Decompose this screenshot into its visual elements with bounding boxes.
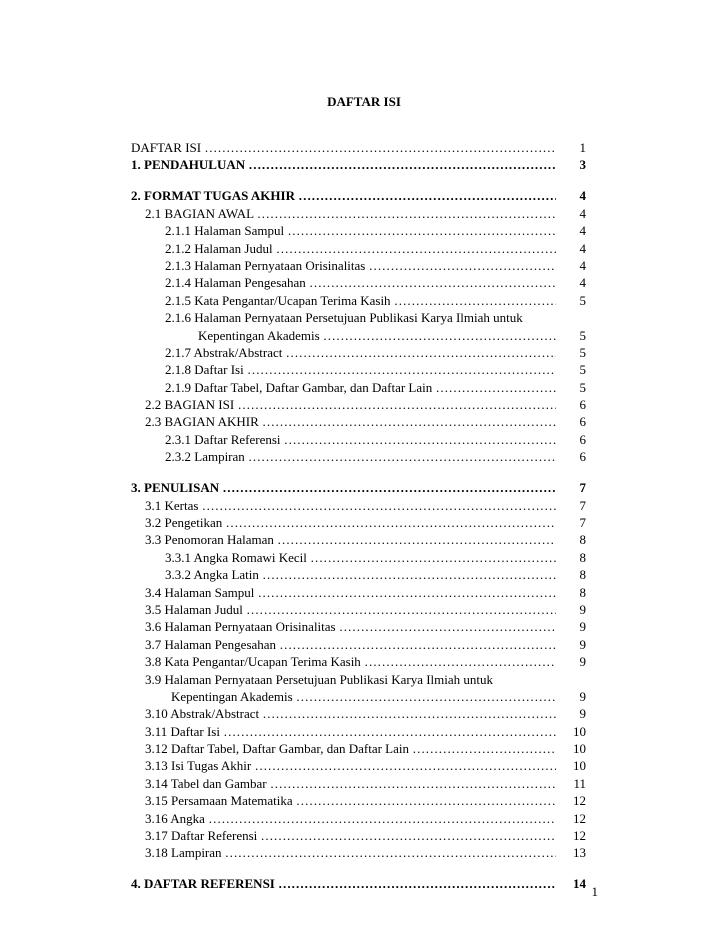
toc-entry xyxy=(131,740,586,757)
toc-entry-label: 3.11 Daftar Isi ………………………………………………………………………………………………………………………………………………………… xyxy=(131,723,556,740)
toc-entry-label: 2.1 BAGIAN AWAL ………………………………………………………………………………………………………………………………………………………… xyxy=(131,205,556,222)
toc-entry xyxy=(131,810,586,827)
toc-entry xyxy=(131,327,586,344)
toc-entry xyxy=(131,531,586,548)
toc-entry-label: 3.14 Tabel dan Gambar ………………………………………………………………………………………………………………………………………………………… xyxy=(131,775,556,792)
toc-entry-page: 5 xyxy=(579,379,586,395)
toc-entry-label: 4. DAFTAR REFERENSI ………………………………………………………………………………………………………………………………………………………… xyxy=(131,875,556,892)
toc-entry xyxy=(131,514,586,531)
toc-entry-label: Kepentingan Akademis ………………………………………………………………………………………………………………………………………………………… xyxy=(131,327,556,344)
toc-entry-page: 9 xyxy=(579,601,586,617)
toc-entry-label: 2.1.6 Halaman Pernyataan Persetujuan Publikasi Karya Ilmiah untuk xyxy=(165,310,523,326)
toc-entry xyxy=(131,584,586,601)
toc-entry-page: 4 xyxy=(579,223,586,239)
toc-entry-label: 2.3 BAGIAN AKHIR ………………………………………………………………………………………………………………………………………………………… xyxy=(131,413,556,430)
toc-entry-page: 12 xyxy=(573,810,586,826)
toc-entry-label: 2.3.2 Lampiran ………………………………………………………………………………………………………………………………………………………… xyxy=(131,448,556,465)
toc-entry-page: 12 xyxy=(573,828,586,844)
toc-entry xyxy=(131,757,586,774)
toc-entry-label: 2.1.9 Daftar Tabel, Daftar Gambar, dan Daftar Lain ………………………………………………………………………………………………………………………………………………………… xyxy=(131,379,556,396)
toc-entry-page: 6 xyxy=(579,431,586,447)
toc-entry-label: 2.2 BAGIAN ISI ………………………………………………………………………………………………………………………………………………………… xyxy=(131,396,556,413)
toc-entry xyxy=(131,723,586,740)
toc-entry-page: 7 xyxy=(579,515,586,530)
toc-entry xyxy=(131,549,586,566)
toc-entry-label: 1. PENDAHULUAN ………………………………………………………………………………………………………………………………………………………… xyxy=(131,156,556,173)
toc-entry xyxy=(131,431,586,448)
toc-entry-label: Kepentingan Akademis ………………………………………………………………………………………………………………………………………………………… xyxy=(131,688,556,705)
toc-entry-page: 12 xyxy=(573,793,586,809)
toc-entry xyxy=(131,274,586,291)
toc-entry xyxy=(131,705,586,722)
toc-entry-page: 4 xyxy=(579,257,586,273)
toc-entry-page: 6 xyxy=(579,449,586,465)
toc-entry xyxy=(131,344,586,361)
toc-entry xyxy=(131,222,586,239)
toc-entry-page: 4 xyxy=(579,188,586,204)
toc-entry-label: 3.5 Halaman Judul ………………………………………………………………………………………………………………………………………………………… xyxy=(131,601,556,618)
toc-entry xyxy=(131,257,586,274)
toc-entry-page: 4 xyxy=(579,205,586,221)
toc-entry xyxy=(131,792,586,809)
toc-entry-page: 7 xyxy=(579,497,586,513)
toc-entry-page: 4 xyxy=(579,240,586,256)
toc-entry xyxy=(131,566,586,583)
toc-entry-label: 3.3.2 Angka Latin ………………………………………………………………………………………………………………………………………………………… xyxy=(131,566,556,583)
toc-entry xyxy=(131,156,586,173)
toc-entry xyxy=(131,636,586,653)
toc-entry xyxy=(131,688,586,705)
toc-entry-label: 2.1.7 Abstrak/Abstract ………………………………………………………………………………………………………………………………………………………… xyxy=(131,344,556,361)
toc-entry xyxy=(131,618,586,635)
toc-entry-label: 3.18 Lampiran ………………………………………………………………………………………………………………………………………………………… xyxy=(131,844,556,861)
toc-entry-page: 9 xyxy=(579,706,586,722)
toc-entry-label: 3.3.1 Angka Romawi Kecil ………………………………………………………………………………………………………………………………………………………… xyxy=(131,549,556,566)
toc-entry-page: 9 xyxy=(579,688,586,704)
toc-entry-page: 9 xyxy=(579,619,586,635)
toc-entry-page: 9 xyxy=(579,654,586,670)
section-gap xyxy=(131,174,586,188)
toc-entry-page: 8 xyxy=(579,567,586,583)
toc-entry-page: 11 xyxy=(573,775,586,791)
toc-entry-label: 2.1.8 Daftar Isi ………………………………………………………………………………………………………………………………………………………… xyxy=(131,361,556,378)
toc-entry xyxy=(131,309,586,326)
toc-entry xyxy=(131,601,586,618)
toc-entry-label: 3.16 Angka ………………………………………………………………………………………………………………………………………………………… xyxy=(131,810,556,827)
toc-entry-label: 3.6 Halaman Pernyataan Orisinalitas ………………………………………………………………………………………………………………………………………………………… xyxy=(131,618,556,635)
toc-entry-page: 9 xyxy=(579,636,586,652)
toc-entry-label: 3.2 Pengetikan ………………………………………………………………………………………………………………………………………………………… xyxy=(131,514,556,531)
toc-entry-label: 3.7 Halaman Pengesahan ………………………………………………………………………………………………………………………………………………………… xyxy=(131,636,556,653)
toc-entry-page: 3 xyxy=(579,157,586,173)
page-title: DAFTAR ISI xyxy=(327,94,401,109)
page-number: 1 xyxy=(591,884,598,899)
toc-entry-label: 3.1 Kertas ………………………………………………………………………………………………………………………………………………………… xyxy=(131,497,556,514)
toc-entry xyxy=(131,671,586,688)
toc-entry-label: 3.15 Persamaan Matematika ………………………………………………………………………………………………………………………………………………………… xyxy=(131,792,556,809)
toc-entry-page: 6 xyxy=(579,397,586,413)
toc-entry xyxy=(131,240,586,257)
toc-entry-page: 5 xyxy=(579,362,586,378)
toc-entry-label: 3.17 Daftar Referensi ………………………………………………………………………………………………………………………………………………………… xyxy=(131,827,556,844)
table-of-contents xyxy=(131,139,586,893)
toc-entry xyxy=(131,827,586,844)
toc-entry-page: 4 xyxy=(579,275,586,291)
toc-entry xyxy=(131,479,586,496)
toc-entry-page: 5 xyxy=(579,292,586,308)
toc-entry xyxy=(131,448,586,465)
toc-entry xyxy=(131,653,586,670)
toc-entry xyxy=(131,497,586,514)
toc-entry-page: 13 xyxy=(573,845,586,861)
toc-entry-label: DAFTAR ISI ………………………………………………………………………………………………………………………………………………………… xyxy=(131,139,556,156)
toc-entry xyxy=(131,187,586,204)
toc-entry-page: 8 xyxy=(579,584,586,600)
toc-entry-page: 8 xyxy=(579,549,586,565)
toc-entry-label: 3.8 Kata Pengantar/Ucapan Terima Kasih ………………………………………………………………………………………………………………………………………………………… xyxy=(131,653,556,670)
toc-entry-page: 6 xyxy=(579,414,586,430)
toc-entry-page: 10 xyxy=(573,758,586,774)
toc-entry-page: 14 xyxy=(573,876,586,892)
toc-entry-page: 1 xyxy=(579,140,586,155)
toc-entry-label: 3.12 Daftar Tabel, Daftar Gambar, dan Daftar Lain ………………………………………………………………………………………………………………………………………………………… xyxy=(131,740,556,757)
toc-entry xyxy=(131,844,586,861)
toc-entry xyxy=(131,361,586,378)
toc-entry-label: 3.9 Halaman Pernyataan Persetujuan Publikasi Karya Ilmiah untuk xyxy=(145,671,494,687)
toc-entry-page: 8 xyxy=(579,532,586,548)
toc-entry xyxy=(131,379,586,396)
toc-entry-page: 5 xyxy=(579,344,586,360)
toc-entry xyxy=(131,396,586,413)
toc-entry xyxy=(131,413,586,430)
toc-entry-page: 5 xyxy=(579,327,586,343)
toc-entry-page: 10 xyxy=(573,741,586,757)
toc-entry-label: 2.1.4 Halaman Pengesahan ………………………………………………………………………………………………………………………………………………………… xyxy=(131,274,556,291)
toc-entry-label: 2.1.3 Halaman Pernyataan Orisinalitas ………………………………………………………………………………………………………………………………………………………… xyxy=(131,257,556,274)
toc-entry-label: 3.13 Isi Tugas Akhir ………………………………………………………………………………………………………………………………………………………… xyxy=(131,757,556,774)
toc-entry-label: 2.1.5 Kata Pengantar/Ucapan Terima Kasih ………………………………………………………………………………………………………………………………………………………… xyxy=(131,292,556,309)
toc-entry-label: 2.1.1 Halaman Sampul ………………………………………………………………………………………………………………………………………………………… xyxy=(131,222,556,239)
toc-entry-label: 3. PENULISAN ………………………………………………………………………………………………………………………………………………………… xyxy=(131,479,556,496)
toc-entry xyxy=(131,292,586,309)
toc-entry xyxy=(131,139,586,156)
toc-entry-label: 2.3.1 Daftar Referensi ………………………………………………………………………………………………………………………………………………………… xyxy=(131,431,556,448)
toc-entry-page: 10 xyxy=(573,723,586,739)
toc-entry xyxy=(131,775,586,792)
toc-entry-label: 3.10 Abstrak/Abstract ………………………………………………………………………………………………………………………………………………………… xyxy=(131,705,556,722)
toc-entry-label: 3.3 Penomoran Halaman ………………………………………………………………………………………………………………………………………………………… xyxy=(131,531,556,548)
toc-entry-page: 7 xyxy=(579,480,586,496)
toc-entry-label: 3.4 Halaman Sampul ………………………………………………………………………………………………………………………………………………………… xyxy=(131,584,556,601)
section-gap xyxy=(131,862,586,876)
toc-entry xyxy=(131,205,586,222)
toc-entry-label: 2.1.2 Halaman Judul ………………………………………………………………………………………………………………………………………………………… xyxy=(131,240,556,257)
toc-entry xyxy=(131,875,586,892)
toc-entry-label: 2. FORMAT TUGAS AKHIR ………………………………………………………………………………………………………………………………………………………… xyxy=(131,187,556,204)
section-gap xyxy=(131,466,586,480)
